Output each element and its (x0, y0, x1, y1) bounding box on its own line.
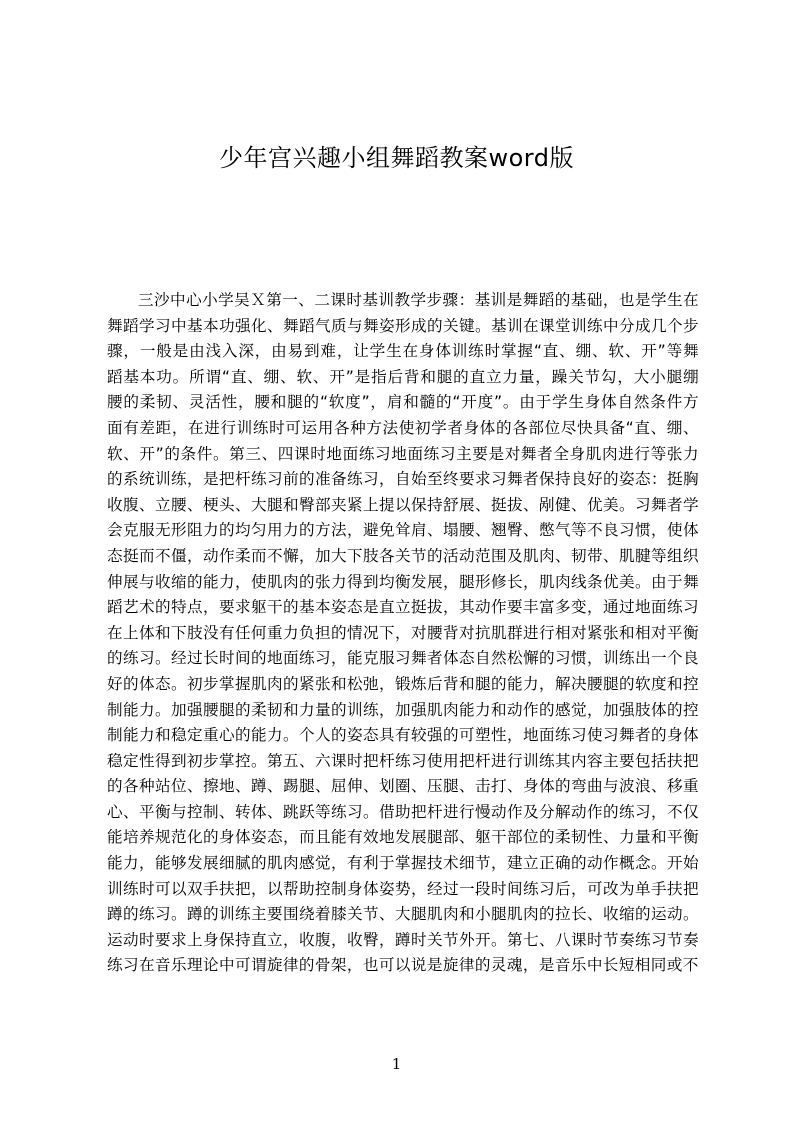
page-number: 1 (391, 1055, 402, 1073)
document-title: 少年宫兴趣小组舞蹈教案word版 (219, 144, 574, 172)
document-body-paragraph: 三沙中心小学吴Ｘ第一、二课时基训教学步骤：基训是舞蹈的基础，也是学生在舞蹈学习中基本功强化、舞蹈气质与舞姿形成的关键。基训在课堂训练中分成几个步骤，一般是由浅入深，由易到难，让学生在身体训练时掌握“直、绷、软、开”等舞蹈基本功。所谓“直、绷、软、开”是指后背和腿的直立力量，躁关节勾，大小腿绷腰的柔韧、灵活性，腰和腿的“软度”，肩和髓的“开度”。由于学生身体自然条件方面有差距，在进行训练时可运用各种方法使初学者身体的各部位尽快具备“直、绷、软、开”的条件。第三、四课时地面练习地面练习主要是对舞者全身肌肉进行等张力的系统训练，是把杆练习前的准备练习，自始至终要求习舞者保持良好的姿态：挺胸收腹、立腰、梗头、大腿和臀部夹紧上提以保持舒展、挺拔、剐健、优美。习舞者学会克服无形阻力的均匀用力的方法，避免耸肩、塌腰、翘臀、憋气等不良习惯，使体态挺而不僵，动作柔而不懈，加大下肢各关节的活动范围及肌肉、韧带、肌腱等组织伸展与收缩的能力，使肌肉的张力得到均衡发展，腿形修长，肌肉线条优美。由于舞蹈艺术的特点，要求躯干的基本姿态是直立挺拔，其动作要丰富多变，通过地面练习在上体和下肢没有任何重力负担的情况下，对腰背对抗肌群进行相对紧张和相对平衡的练习。经过长时间的地面练习，能克服习舞者体态自然松懈的习惯，训练出一个良好的体态。初步掌握肌肉的紧张和松弛，锻炼后背和腿的能力，解决腰腿的软度和控制能力。加强腰腿的柔韧和力量的训练，加强肌肉能力和动作的感觉，加强肢体的控制能力和稳定重心的能力。个人的姿态具有较强的可塑性，地面练习使习舞者的身体稳定性得到初步掌控。第五、六课时把杆练习使用把杆进行训练其内容主要包括扶把的各种站位、擦地、蹲、踢腿、屈伸、划圈、压腿、击打、身体的弯曲与波浪、移重心、平衡与控制、转体、跳跃等练习。借助把杆进行慢动作及分解动作的练习，不仅能培养规范化的身体姿态，而且能有效地发展腿部、躯干部位的柔韧性、力量和平衡能力，能够发展细腻的肌肉感觉，有利于掌握技术细节，建立正确的动作概念。开始训练时可以双手扶把，以帮助控制身体姿势，经过一段时间练习后，可改为单手扶把蹲的练习。蹲的训练主要围绕着膝关节、大腿肌肉和小腿肌肉的拉长、收缩的运动。运动时要求上身保持直立，收腹，收臀，蹲时关节外开。第七、八课时节奏练习节奏练习在音乐理论中可谓旋律的骨架，也可以说是旋律的灵魂，是音乐中长短相同或不 (107, 291, 699, 975)
